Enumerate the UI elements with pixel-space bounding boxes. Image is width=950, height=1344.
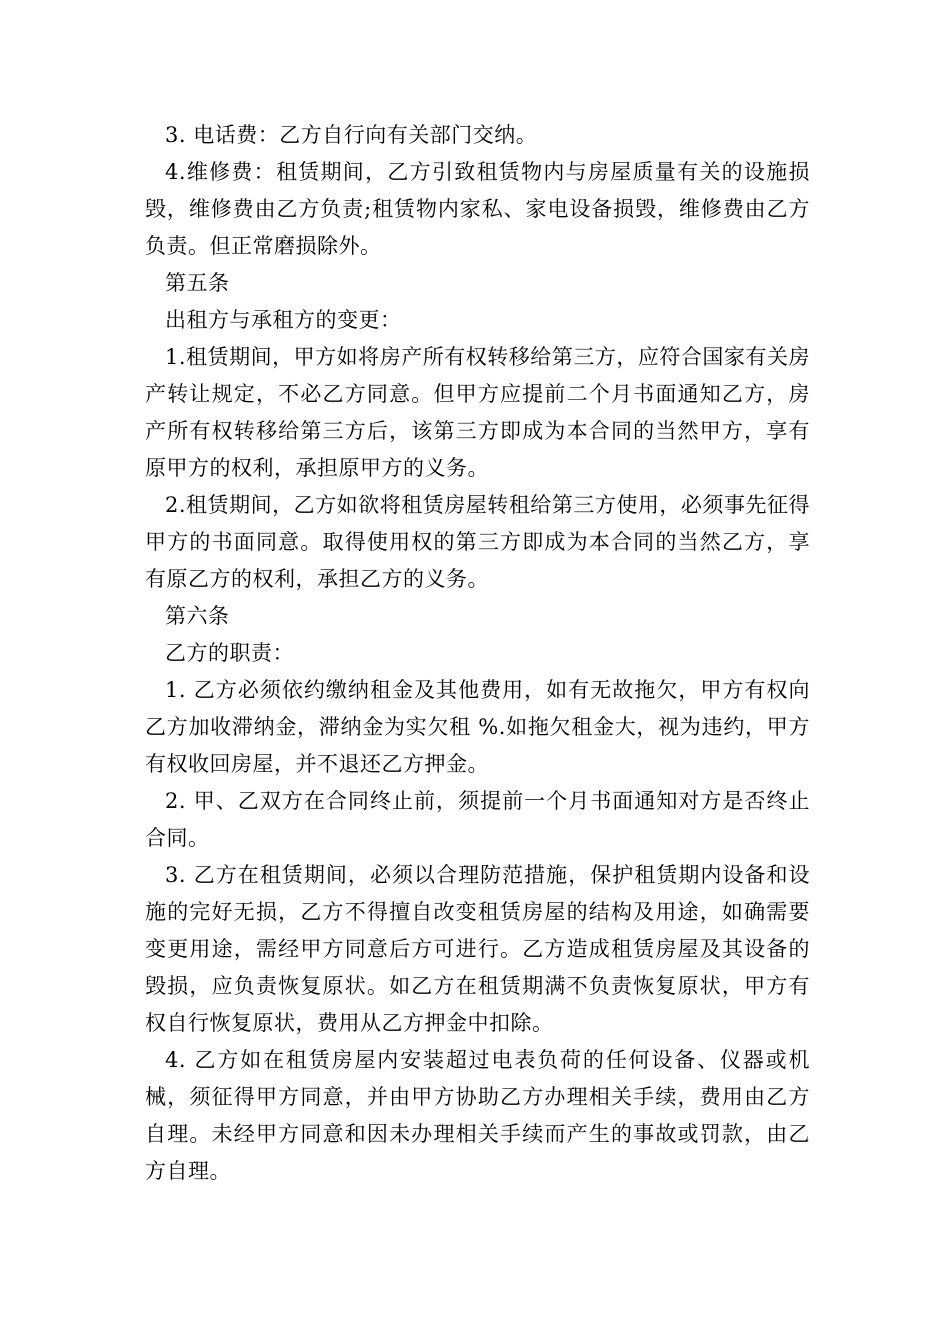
- clause-lessor-transfer: 1.租赁期间，甲方如将房产所有权转移给第三方，应符合国家有关房产转让规定，不必乙方同意。但甲方应提前二个月书面通知乙方，房产所有权转移给第三方后，该第三方即成为本合同的当然甲方，享有原甲方的权利，承担原甲方的义务。: [145, 345, 810, 480]
- clause-property-protection: 3. 乙方在租赁期间，必须以合理防范措施，保护租赁期内设备和设施的完好无损，乙方不得擅自改变租赁房屋的结构及用途，如确需要变更用途，需经甲方同意后方可进行。乙方造成租赁房屋及其设备的毁损，应负责恢复原状。如乙方在租赁期满不负责恢复原状，甲方有权自行恢复原状，费用从乙方押金中扣除。: [145, 863, 810, 1035]
- article-six-heading: 第六条: [165, 604, 230, 628]
- clause-telephone-fee: 3. 电话费：乙方自行向有关部门交纳。: [165, 123, 538, 147]
- clause-maintenance-fee: 4.维修费：租赁期间，乙方引致租赁物内与房屋质量有关的设施损毁，维修费由乙方负责;租赁物内家私、家电设备损毁，维修费由乙方负责。但正常磨损除外。: [145, 160, 810, 258]
- clause-equipment-installation: 4. 乙方如在租赁房屋内安装超过电表负荷的任何设备、仪器或机械，须征得甲方同意，并由甲方协助乙方办理相关手续，费用由乙方自理。未经甲方同意和因未办理相关手续而产生的事故或罚款，由乙方自理。: [145, 1048, 810, 1183]
- article-six-subtitle: 乙方的职责：: [165, 641, 294, 665]
- clause-sublease: 2.租赁期间，乙方如欲将租赁房屋转租给第三方使用，必须事先征得甲方的书面同意。取得使用权的第三方即成为本合同的当然乙方，享有原乙方的权利，承担乙方的义务。: [145, 493, 810, 591]
- document-body: [145, 117, 810, 1190]
- article-five-subtitle: 出租方与承租方的变更：: [165, 308, 402, 332]
- article-five-heading: 第五条: [165, 271, 230, 295]
- clause-rent-payment: 1. 乙方必须依约缴纳租金及其他费用，如有无故拖欠，甲方有权向乙方加收滞纳金，滞纳金为实欠租 %.如拖欠租金大，视为违约，甲方有权收回房屋，并不退还乙方押金。: [145, 678, 810, 776]
- clause-termination-notice: 2. 甲、乙双方在合同终止前，须提前一个月书面通知对方是否终止合同。: [145, 789, 810, 850]
